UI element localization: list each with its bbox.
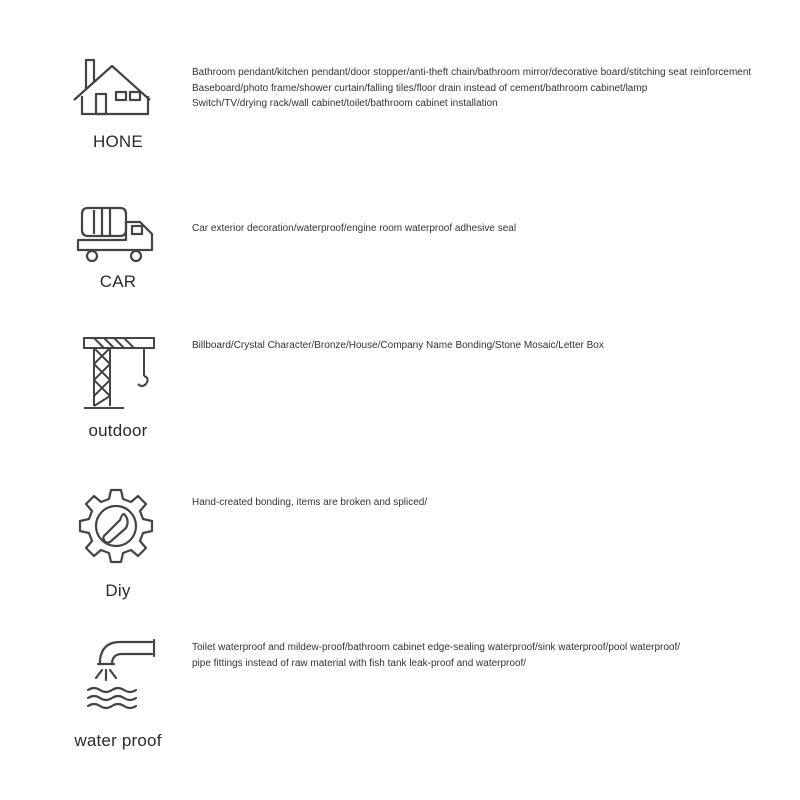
crane-icon bbox=[80, 334, 160, 414]
faucet-water-icon bbox=[80, 632, 160, 718]
gear-wrench-icon bbox=[76, 486, 156, 566]
description-line: Car exterior decoration/waterproof/engine room waterproof adhesive seal bbox=[192, 223, 517, 234]
description-line: Baseboard/photo frame/shower curtain/falling tiles/floor drain instead of cement/bathroom cabinet/lamp bbox=[192, 82, 648, 94]
description-line: Bathroom pendant/kitchen pendant/door stopper/anti-theft chain/bathroom mirror/decorative board/stitching seat reinforcement bbox=[192, 67, 752, 78]
category-label: CAR bbox=[99, 272, 137, 291]
category-description bbox=[192, 65, 792, 112]
category-description bbox=[192, 640, 792, 671]
category-description bbox=[192, 221, 792, 237]
category-label: Diy bbox=[105, 581, 131, 600]
description-line: Toilet waterproof and mildew-proof/bathroom cabinet edge-sealing waterproof/sink waterproof/pool waterproof/ bbox=[192, 642, 681, 653]
category-description bbox=[192, 495, 792, 511]
description-line: Hand-created bonding, items are broken and spliced/ bbox=[192, 497, 428, 508]
description-line: pipe fittings instead of raw material with fish tank leak-proof and waterproof/ bbox=[192, 657, 527, 669]
truck-icon bbox=[74, 200, 160, 270]
description-line: Switch/TV/drying rack/wall cabinet/toilet/bathroom cabinet installation bbox=[192, 98, 498, 109]
category-description bbox=[192, 338, 792, 354]
category-label: HONE bbox=[93, 132, 143, 151]
category-label: outdoor bbox=[88, 421, 148, 440]
category-label: water proof bbox=[74, 731, 162, 750]
description-line: Billboard/Crystal Character/Bronze/House/Company Name Bonding/Stone Mosaic/Letter Box bbox=[192, 340, 604, 351]
